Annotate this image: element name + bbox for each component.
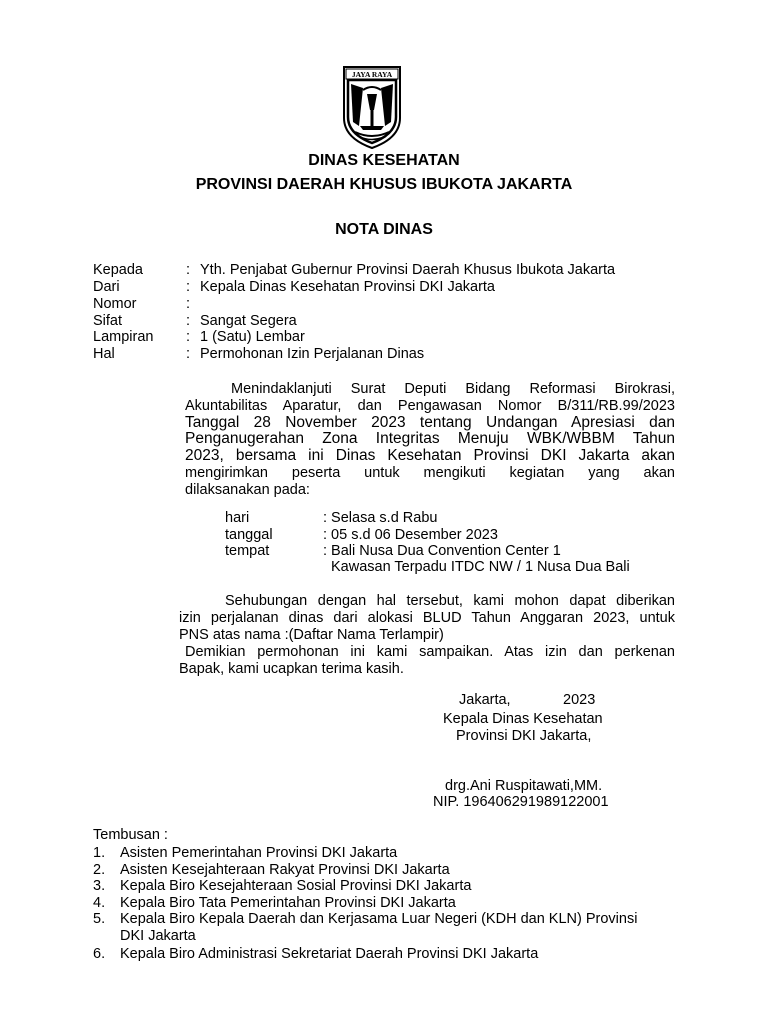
document-type: NOTA DINAS <box>335 221 433 238</box>
field-value-lampiran: 1 (Satu) Lembar <box>200 329 305 345</box>
opening-paragraph <box>185 381 675 499</box>
signer-name: drg.Ani Ruspitawati,MM. <box>445 778 603 794</box>
cc-item-number: 2. <box>93 862 106 878</box>
logo-banner-text: JAYA RAYA <box>351 70 393 79</box>
province-name: PROVINSI DAERAH KHUSUS IBUKOTA JAKARTA <box>195 176 573 193</box>
agency-name: DINAS KESEHATAN <box>308 152 460 169</box>
cc-item-number: 3. <box>93 878 106 894</box>
cc-item: Kepala Biro Administrasi Sekretariat Daerah Provinsi DKI Jakarta <box>120 946 539 962</box>
detail-label-tempat: tempat <box>225 543 270 559</box>
field-label-lampiran: Lampiran <box>93 329 154 345</box>
cc-heading: Tembusan : <box>93 827 168 843</box>
detail-label-tanggal: tanggal <box>225 527 273 543</box>
cc-item-number: 5. <box>93 911 106 927</box>
field-label-nomor: Nomor <box>93 296 137 312</box>
detail-venue-address: Kawasan Terpadu ITDC NW / 1 Nusa Dua Bali <box>331 559 630 575</box>
detail-value-tempat: : Bali Nusa Dua Convention Center 1 <box>323 543 561 559</box>
cc-item-continuation: DKI Jakarta <box>120 928 196 944</box>
paragraph-line: Bapak, kami ucapkan terima kasih. <box>179 660 404 677</box>
field-label-kepada: Kepada <box>93 262 143 278</box>
field-colon: : <box>186 313 191 329</box>
paragraph-line: Sehubungan dengan hal tersebut, kami mohon dapat diberikan <box>225 593 675 609</box>
signature-place: Jakarta, <box>459 692 511 708</box>
paragraph-line: mengirimkan peserta untuk mengikuti kegiatan yang akan <box>185 464 675 481</box>
detail-value-tanggal: : 05 s.d 06 Desember 2023 <box>323 527 498 543</box>
field-colon: : <box>186 329 191 345</box>
cc-item: Kepala Biro Kesejahteraan Sosial Provinsi DKI Jakarta <box>120 878 472 894</box>
field-colon: : <box>186 346 191 362</box>
paragraph-line: Demikian permohonan ini kami sampaikan. Atas izin dan perkenan <box>185 644 675 660</box>
field-label-sifat: Sifat <box>93 313 123 329</box>
closing-paragraph <box>179 644 675 678</box>
field-label-dari: Dari <box>93 279 120 295</box>
field-value-hal: Permohonan Izin Perjalanan Dinas <box>200 346 425 362</box>
paragraph-line: Tanggal 28 November 2023 tentang Undangan Apresiasi dan <box>185 413 675 431</box>
cc-item: Asisten Kesejahteraan Rakyat Provinsi DKI Jakarta <box>120 862 450 878</box>
cc-item: Kepala Biro Kepala Daerah dan Kerjasama Luar Negeri (KDH dan KLN) Provinsi <box>120 911 638 927</box>
field-colon: : <box>186 262 191 278</box>
paragraph-line: izin perjalanan dinas dari alokasi BLUD Tahun Anggaran 2023, untuk <box>179 609 675 626</box>
field-value-kepada: Yth. Penjabat Gubernur Provinsi Daerah Khusus Ibukota Jakarta <box>200 262 616 278</box>
field-value-dari: Kepala Dinas Kesehatan Provinsi DKI Jakarta <box>200 279 495 295</box>
signature-year: 2023 <box>563 692 596 708</box>
paragraph-line: 2023, bersama ini Dinas Kesehatan Provinsi DKI Jakarta akan <box>185 447 675 465</box>
request-paragraph <box>179 593 675 643</box>
detail-label-hari: hari <box>225 510 250 526</box>
cc-item-number: 4. <box>93 895 106 911</box>
paragraph-line: Penganugerahan Zona Integritas Menuju WBK/WBBM Tahun <box>185 430 675 448</box>
cc-item: Kepala Biro Tata Pemerintahan Provinsi DKI Jakarta <box>120 895 456 911</box>
paragraph-line: Menindaklanjuti Surat Deputi Bidang Reformasi Birokrasi, <box>231 381 675 397</box>
jakarta-coat-of-arms-logo <box>343 66 401 149</box>
field-colon: : <box>186 296 191 312</box>
cc-item-number: 1. <box>93 845 106 861</box>
field-value-sifat: Sangat Segera <box>200 313 297 329</box>
paragraph-line: PNS atas nama :(Daftar Nama Terlampir) <box>179 626 444 643</box>
cc-item: Asisten Pemerintahan Provinsi DKI Jakarta <box>120 845 398 861</box>
paragraph-line: Akuntabilitas Aparatur, dan Pengawasan Nomor B/311/RB.99/2023 <box>185 397 675 414</box>
cc-item-number: 6. <box>93 946 106 962</box>
signer-nip: NIP. 196406291989122001 <box>433 794 609 810</box>
signer-title-province: Provinsi DKI Jakarta, <box>456 728 592 744</box>
paragraph-line: dilaksanakan pada: <box>185 481 310 498</box>
field-colon: : <box>186 279 191 295</box>
field-label-hal: Hal <box>93 346 115 362</box>
signer-title: Kepala Dinas Kesehatan <box>443 711 603 727</box>
detail-value-hari: : Selasa s.d Rabu <box>323 510 438 526</box>
